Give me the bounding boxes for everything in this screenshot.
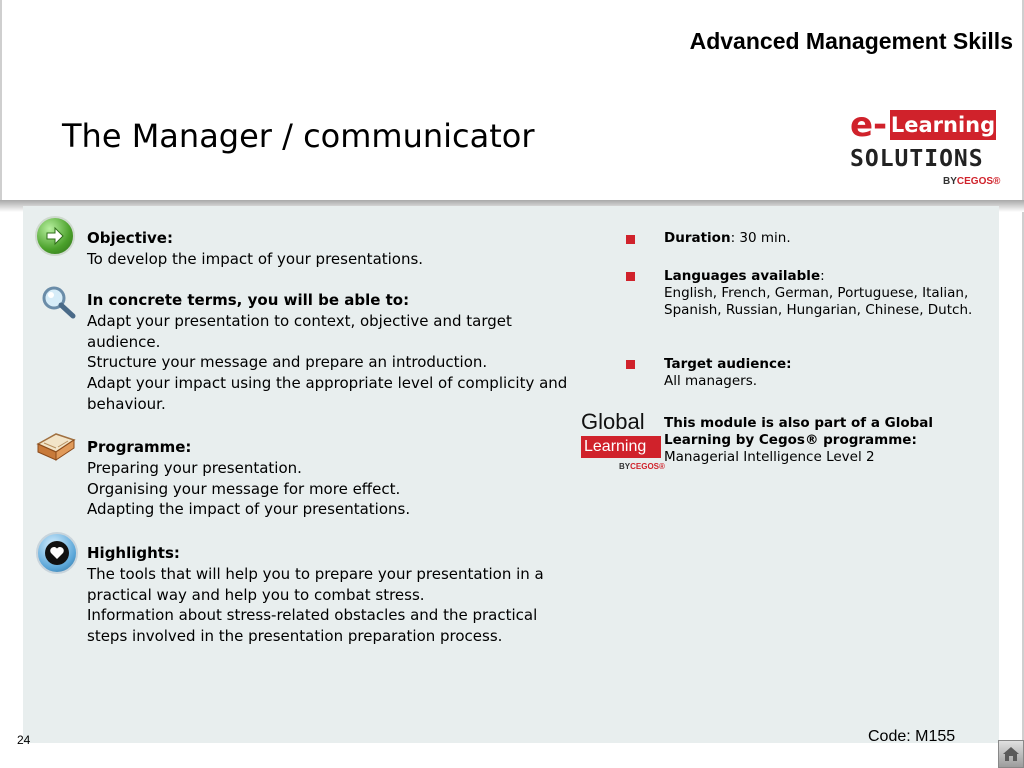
home-button[interactable]	[998, 740, 1024, 768]
highlights-line: Information about stress-related obstacles and the practical steps involved in the presentation preparation process.	[87, 606, 538, 646]
bullet-icon	[626, 360, 635, 369]
logo-solutions: SOLUTIONS	[850, 146, 984, 172]
programme-line: Adapting the impact of your presentations.	[87, 500, 411, 519]
audience-item	[664, 356, 984, 390]
languages-label: Languages available	[664, 268, 821, 284]
logo-learning: Learning	[890, 110, 996, 140]
logo-by	[943, 176, 1000, 187]
bullet-icon	[626, 235, 635, 244]
logo-e: e-	[850, 105, 888, 145]
heart-icon	[36, 532, 78, 574]
page-title: The Manager / communicator	[62, 117, 535, 155]
global-logo-by	[619, 462, 665, 471]
global-learning-logo	[581, 409, 665, 474]
magnifier-icon	[40, 285, 80, 321]
audience-value: All managers.	[664, 373, 758, 389]
concrete-section	[87, 290, 582, 415]
duration-item	[664, 230, 984, 247]
book-icon	[34, 430, 78, 468]
programme-line: Preparing your presentation.	[87, 458, 302, 477]
highlights-line: The tools that will help you to prepare your presentation in a practical way and help you to combat stress.	[87, 564, 544, 604]
bullet-icon	[626, 272, 635, 281]
duration-value: : 30 min.	[730, 230, 791, 246]
objective-section	[87, 228, 582, 270]
objective-text: To develop the impact of your presentations.	[87, 249, 424, 268]
logo-by-text: BY	[943, 176, 957, 187]
concrete-line: Adapt your presentation to context, objective and target audience.	[87, 311, 512, 351]
programme-section	[87, 437, 582, 520]
global-logo-line1: Global	[581, 409, 645, 434]
global-logo-by-text: BY	[619, 462, 631, 471]
audience-label: Target audience:	[664, 356, 792, 372]
objective-heading: Objective:	[87, 229, 173, 247]
global-programme-bold: This module is also part of a Global Learning by Cegos® programme:	[664, 415, 934, 448]
highlights-heading: Highlights:	[87, 544, 180, 562]
highlights-section	[87, 543, 582, 647]
programme-heading: Programme:	[87, 438, 192, 456]
global-programme-text: Managerial Intelligence Level 2	[664, 449, 875, 465]
languages-value: English, French, German, Portuguese, Italian, Spanish, Russian, Hungarian, Chinese, Dutch.	[664, 285, 973, 318]
global-logo-brand: CEGOS®	[630, 462, 665, 471]
languages-item	[664, 268, 984, 319]
concrete-line: Structure your message and prepare an introduction.	[87, 353, 488, 372]
languages-colon: :	[820, 268, 825, 284]
global-programme-item	[664, 415, 984, 466]
home-icon	[1002, 745, 1020, 763]
concrete-heading: In concrete terms, you will be able to:	[87, 291, 410, 309]
logo-brand: CEGOS®	[956, 176, 1001, 187]
programme-line: Organising your message for more effect.	[87, 479, 401, 498]
module-code: Code: M155	[868, 728, 956, 745]
course-title: Advanced Management Skills	[689, 28, 1013, 54]
duration-label: Duration	[664, 230, 731, 246]
arrow-right-icon	[35, 216, 75, 256]
page-number: 24	[17, 733, 31, 747]
elearning-solutions-logo	[850, 105, 1010, 190]
global-logo-line2: Learning	[581, 436, 661, 458]
header-left-rule	[0, 0, 2, 205]
concrete-line: Adapt your impact using the appropriate level of complicity and behaviour.	[87, 374, 568, 413]
